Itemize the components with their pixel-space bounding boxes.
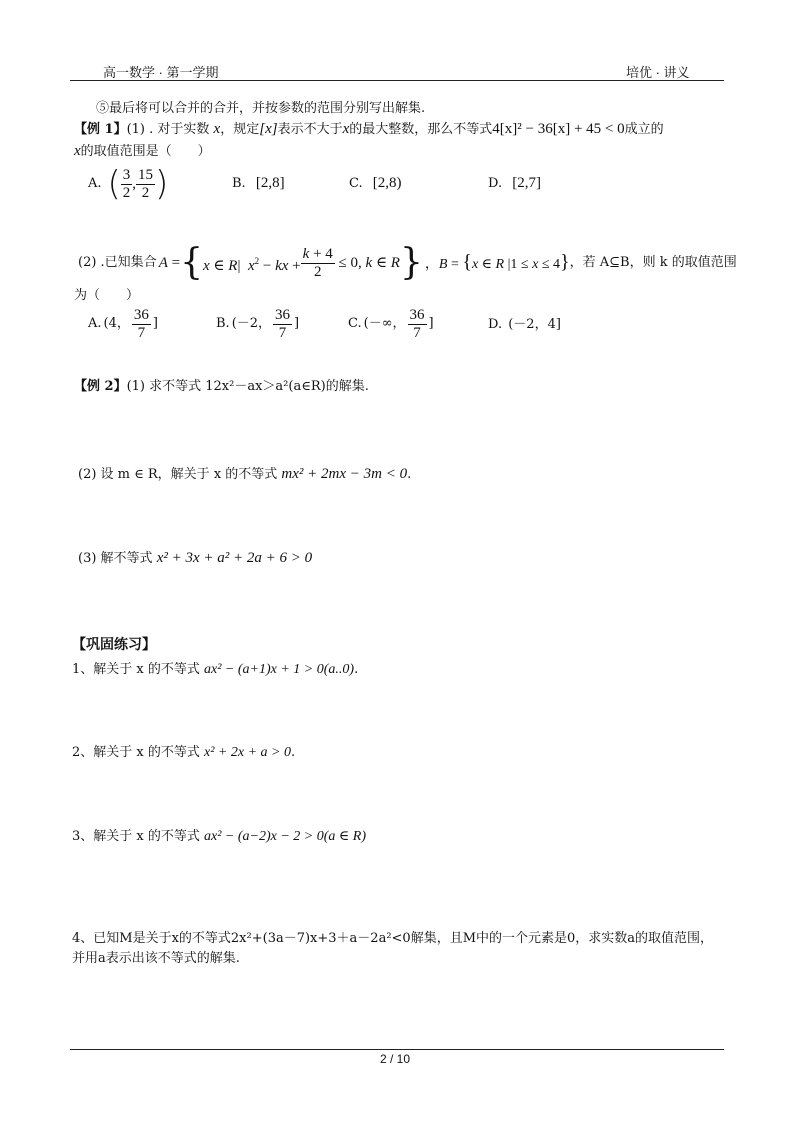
ex1-q1-line2: 的取值范围是（ ）	[80, 144, 211, 159]
ex1-q2-text-b: ，若 A⊆B，则 k 的取值范围	[569, 255, 737, 270]
practice-item-3-math: ax² − (a−2)x − 2 > 0(a ∈ R)	[204, 829, 366, 844]
ex1-q1-text-b: ，规定	[220, 122, 260, 137]
ex1-q2-line-1: (2) .已知集合 A = { x ∈ R| $x^2$ − kx + $\frac{k + 4}{2}$ ≤ 0, k ∈ R } ，B = {x ∈ R |1 ≤ x ≤ 4} ，若 A⊆B，则 k 的取值范围	[78, 242, 737, 283]
example-1-line-1	[74, 121, 664, 138]
option-label: B.	[232, 176, 246, 191]
ex1-q2-text-a: (2) .已知集合	[78, 255, 157, 270]
fraction-k4-2: $\frac{k + 4}{2}$	[302, 245, 333, 280]
ex1-q1-option-d	[488, 175, 541, 192]
ex1-q2-option-b: B. (－2， $\frac{36}{7}$ ]	[216, 306, 300, 341]
example-2-q1	[74, 379, 369, 395]
example-2-tag: 【例 2】	[74, 379, 127, 394]
option-label: B.	[216, 316, 230, 331]
header-right: 培优 · 讲义	[626, 65, 690, 80]
fraction-3-2: $\frac{3}{2}$	[122, 166, 131, 201]
practice-item-2-text: 2、解关于 x 的不等式	[72, 745, 200, 760]
ex1-q1-inequality: 4[x]² − 36[x] + 45 < 0	[492, 121, 625, 137]
option-label: C.	[348, 316, 362, 331]
option-label: D.	[488, 317, 503, 332]
ex1-q1-text-c: 表示不大于	[277, 122, 343, 137]
fraction-36-7: $\frac{36}{7}$	[409, 306, 425, 341]
option-label: C.	[349, 176, 363, 191]
practice-item-4-line-2: 并用a表示出该不等式的解集.	[72, 951, 240, 966]
practice-item-3-text: 3、解关于 x 的不等式	[72, 829, 200, 844]
header-rule	[70, 80, 724, 81]
right-paren: )	[155, 164, 169, 204]
left-paren: (	[107, 164, 121, 204]
option-label: D.	[488, 176, 503, 191]
step-5-text: ⑤最后将可以合并的合并，并按参数的范围分别写出解集.	[96, 101, 426, 116]
ex1-q1-var-x: x	[213, 121, 221, 137]
example-1-line-2	[74, 143, 211, 160]
option-label: A.	[88, 316, 102, 331]
set-b-expression: ，B = {x ∈ R |1 ≤ x ≤ 4}	[424, 250, 570, 273]
practice-item-4-line-1: 4、已知M是关于x的不等式2x²+(3a－7)x+3＋a－2a²<0解集，且M中的一个元素是0，求实数a的取值范围，	[72, 931, 714, 946]
practice-title: 【巩固练习】	[72, 636, 156, 652]
ex1-q1-var-x3: x	[74, 143, 81, 159]
fraction-15-2: $\frac{15}{2}$	[138, 166, 154, 201]
practice-item-1-text: 1、解关于 x 的不等式	[72, 662, 200, 677]
set-a-body: x ∈ R| $x^2$ − kx +	[202, 255, 301, 274]
ex2-q2-math: mx² + 2mx − 3m < 0	[281, 466, 408, 482]
ex2-q2-text: (2) 设 m ∈ R，解关于 x 的不等式	[78, 467, 278, 482]
practice-item-1-math: ax² − (a+1)x + 1 > 0(a..0)	[204, 662, 355, 677]
header-left: 高一数学 · 第一学期	[103, 65, 219, 80]
left-brace: {	[180, 242, 203, 283]
floor-x-symbol: [x]	[259, 121, 278, 137]
page-number: 2 / 10	[380, 1052, 411, 1066]
option-value: [2,7]	[512, 175, 541, 191]
option-value: [2,8)	[372, 175, 402, 191]
right-brace: }	[399, 242, 423, 283]
option-value: [2,8]	[255, 175, 285, 191]
footer-rule	[70, 1049, 724, 1050]
ex1-q1-text-e: 成立的	[624, 122, 664, 137]
set-a-expression: A =	[158, 255, 181, 271]
ex1-q1-var-x2: x	[342, 121, 350, 137]
practice-item-2-math: x² + 2x + a > 0	[204, 745, 291, 760]
example-2-q2: (2) 设 m ∈ R，解关于 x 的不等式 mx² + 2mx − 3m < 0.	[78, 466, 412, 482]
ex2-q3-math: x² + 3x + a² + 2a + 6 > 0	[156, 550, 313, 566]
practice-item-3	[72, 829, 366, 845]
ex1-q1-option-b	[232, 175, 285, 192]
ex1-q2-line-2: 为（ ）	[74, 288, 140, 303]
option-label: A.	[88, 176, 102, 191]
ex2-q3-text: (3) 解不等式	[78, 551, 153, 566]
ex1-q2-option-d: D. (－2，4]	[488, 317, 561, 332]
ex1-q1-option-c	[349, 175, 402, 192]
fraction-36-7: $\frac{36}{7}$	[275, 306, 291, 341]
ex1-q1-text-d: 的最大整数，那么不等式	[349, 122, 493, 137]
example-1-tag: 【例 1】	[74, 122, 127, 137]
ex2-q1-text: (1) 求不等式 12x²－ax＞a²(a∈R)的解集.	[126, 379, 369, 394]
ex1-q1-option-a: A. ( $\frac{3}{2}$ , $\frac{15}{2}$ )	[88, 164, 169, 204]
ex1-q1-text-a: (1) . 对于实数	[126, 122, 210, 137]
practice-item-1: 1、解关于 x 的不等式 ax² − (a+1)x + 1 > 0(a..0).	[72, 662, 359, 677]
ex1-q2-option-c: C. (－∞， $\frac{36}{7}$ ]	[348, 306, 434, 341]
fraction-36-7: $\frac{36}{7}$	[133, 306, 149, 341]
example-2-q3	[78, 550, 312, 567]
practice-item-2: 2、解关于 x 的不等式 x² + 2x + a > 0.	[72, 745, 296, 760]
ex1-q2-option-a: A. (4， $\frac{36}{7}$ ]	[88, 306, 158, 341]
